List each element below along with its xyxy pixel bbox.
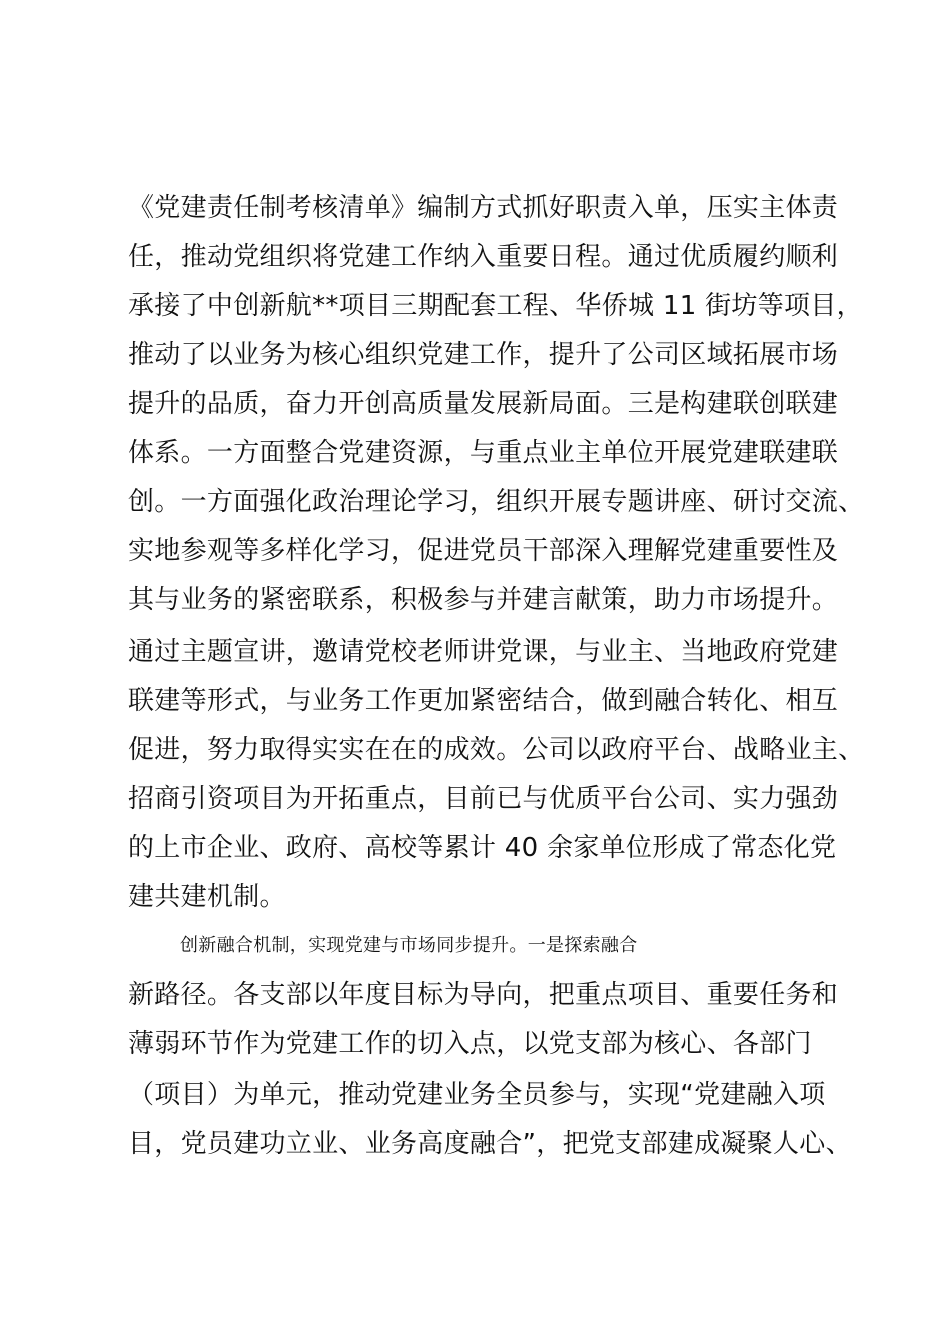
text-line-18: 薄弱环节作为党建工作的切入点，以党支部为核心、各部门 [128, 1029, 812, 1059]
text-line-10: 通过主题宣讲，邀请党校老师讲党课，与业主、当地政府党建 [128, 637, 839, 667]
text-line-4: 推动了以业务为核心组织党建工作，提升了公司区域拓展市场 [128, 340, 839, 370]
text-line-6: 体系。一方面整合党建资源，与重点业主单位开展党建联建联 [128, 438, 839, 468]
paragraph-start-line: 创新融合机制，实现党建与市场同步提升。一是探索融合 [180, 935, 638, 956]
text-line-12: 促进，努力取得实实在在的成效。公司以政府平台、战略业主、 [128, 735, 865, 765]
text-line-7: 创。一方面强化政治理论学习，组织开展专题讲座、研讨交流、 [128, 487, 865, 517]
text-line-9: 其与业务的紧密联系，积极参与并建言献策，助力市场提升。 [128, 585, 839, 615]
text-line-14: 的上市企业、政府、高校等累计 40 余家单位形成了常态化党 [128, 833, 837, 863]
text-line-1: 《党建责任制考核清单》编制方式抓好职责入单，压实主体责 [128, 193, 839, 223]
text-line-11: 联建等形式，与业务工作更加紧密结合，做到融合转化、相互 [128, 686, 839, 716]
text-line-19: （项目）为单元，推动党建业务全员参与，实现“党建融入项 [128, 1080, 826, 1110]
text-line-5: 提升的品质，奋力开创高质量发展新局面。三是构建联创联建 [128, 389, 839, 419]
text-line-20: 目，党员建功立业、业务高度融合”，把党支部建成凝聚人心、 [128, 1129, 852, 1159]
text-line-8: 实地参观等多样化学习，促进党员干部深入理解党建重要性及 [128, 536, 839, 566]
text-line-13: 招商引资项目为开拓重点，目前已与优质平台公司、实力强劲 [128, 784, 839, 814]
text-line-15: 建共建机制。 [128, 882, 286, 912]
text-line-3: 承接了中创新航**项目三期配套工程、华侨城 11 街坊等项目， [128, 291, 863, 321]
text-line-2: 任，推动党组织将党建工作纳入重要日程。通过优质履约顺利 [128, 242, 839, 272]
text-line-17: 新路径。各支部以年度目标为导向，把重点项目、重要任务和 [128, 980, 839, 1010]
